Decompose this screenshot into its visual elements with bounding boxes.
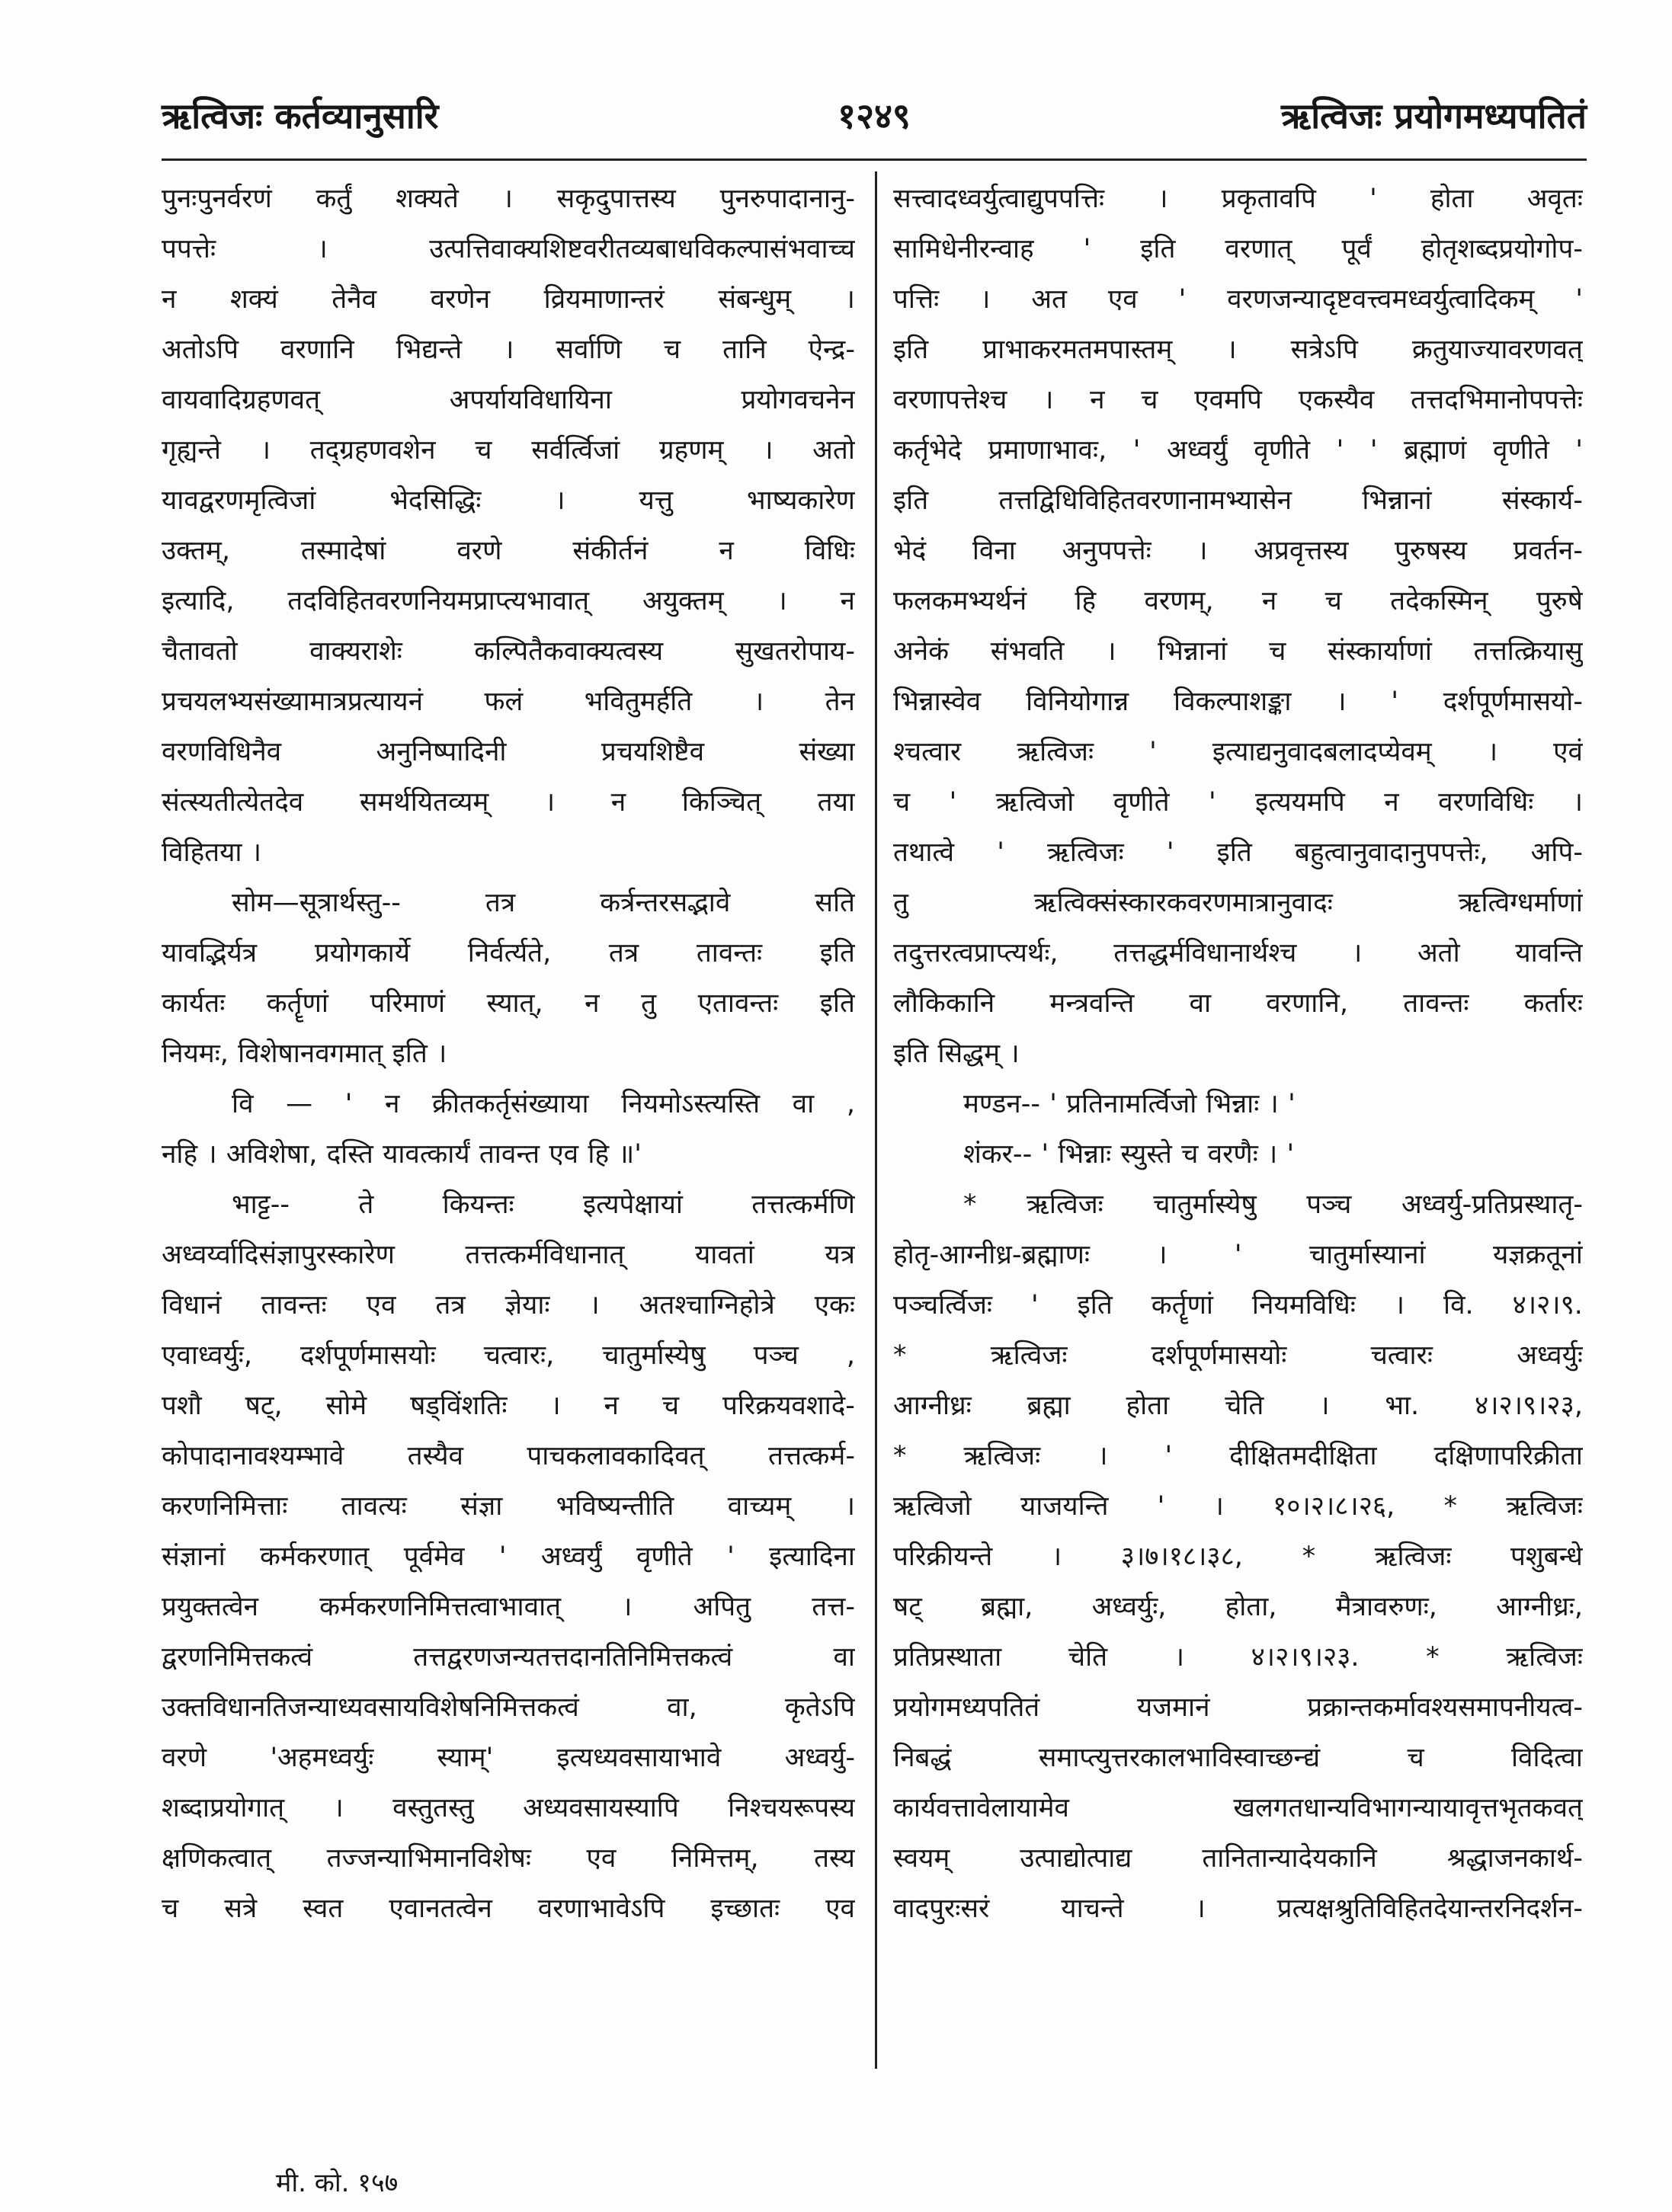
text-line: इति सिद्धम् । (893, 1039, 1020, 1069)
text-line: च सत्रे स्वत एवानतत्वेन वरणाभावेऽपि इच्छातः एव (162, 1893, 855, 1924)
text-line: भाट्ट-- ते कियन्तः इत्यपेक्षायां तत्तत्कर्मणि (232, 1189, 855, 1220)
text-line: लौकिकानि मन्त्रवन्ति वा वरणानि, तावन्तः कर्तारः (893, 988, 1583, 1019)
text-line: विधानं तावन्तः एव तत्र ज्ञेयाः । अतश्चाग्निहोत्रे एकः (162, 1290, 855, 1320)
text-line: भेदं विना अनुपपत्तेः । अप्रवृत्तस्य पुरुषस्य प्रवर्तन- (893, 536, 1583, 566)
text-line: कर्तृभेदे प्रमाणाभावः, ' अध्वर्युं वृणीते ' ' ब्रह्माणं वृणीते ' (893, 435, 1583, 466)
text-line: इति प्राभाकरमतमपास्तम् । सत्रेऽपि क्रतुयाज्यावरणवत् (893, 335, 1583, 365)
text-line: उक्तविधानतिजन्याध्यवसायविशेषनिमित्तकत्वं वा, कृतेऽपि (162, 1692, 855, 1723)
text-line: प्रयोगमध्यपतितं यजमानं प्रक्रान्तकर्मावश्यसमापनीयत्व- (893, 1692, 1583, 1723)
page-number: १२४९ (838, 95, 911, 136)
text-line: कोपादानावश्यम्भावे तस्यैव पाचकलावकादिवत् तत्तत्कर्म- (162, 1441, 855, 1471)
text-line: एवाध्वर्युः, दर्शपूर्णमासयोः चत्वारः, चातुर्मास्येषु पञ्च , (162, 1340, 855, 1371)
text-line: अतोऽपि वरणानि भिद्यन्ते । सर्वाणि च तानि ऐन्द्र- (162, 335, 855, 365)
text-line: सत्त्वादध्वर्युत्वाद्युपपत्तिः । प्रकृतावपि ' होता अवृतः (893, 184, 1583, 214)
text-line: वरणापत्तेश्च । न च एवमपि एकस्यैव तत्तदभिमानोपपत्तेः (893, 385, 1583, 415)
text-line: यावद्वरणमृत्विजां भेदसिद्धिः । यत्तु भाष्यकारेण (162, 485, 855, 516)
text-line: इत्यादि, तदविहितवरणनियमप्राप्त्यभावात् अयुक्तम् । न (162, 586, 855, 616)
text-line: नहि । अविशेषा, दस्ति यावत्कार्यं तावन्त एव हि ॥' (162, 1139, 642, 1170)
text-line: यावद्भिर्यत्र प्रयोगकार्ये निर्वर्त्यते, तत्र तावन्तः इति (162, 938, 855, 968)
text-line: स्वयम् उत्पाद्योत्पाद्य तानितान्यादेयकानि श्रद्धाजनकार्थ- (893, 1843, 1583, 1874)
text-line: वरणविधिनैव अनुनिष्पादिनी प्रचयशिष्टैव संख्या (162, 737, 855, 767)
text-line: पपत्तेः । उत्पत्तिवाक्यशिष्टवरीतव्यबाधविकल्पासंभवाच्च (162, 234, 855, 264)
column-divider (875, 171, 877, 2069)
footer-signature: मी. को. १५७ (276, 2168, 399, 2198)
text-line: संज्ञानां कर्मकरणात् पूर्वमेव ' अध्वर्युं वृणीते ' इत्यादिना (162, 1541, 855, 1572)
text-line: तदुत्तरत्वप्राप्त्यर्थः, तत्तद्धर्मविधानार्थश्च । अतो यावन्ति (893, 938, 1583, 968)
text-line: प्रतिप्रस्थाता चेति । ४।२।९।२३. * ऋत्विजः (893, 1642, 1583, 1673)
text-line: आग्नीध्रः ब्रह्मा होता चेति । भा. ४।२।९।२३, (893, 1391, 1583, 1421)
text-line: विहितया । (162, 837, 262, 868)
text-line: होतृ-आग्नीध्र-ब्रह्माणः । ' चातुर्मास्यानां यज्ञक्रतूनां (893, 1240, 1583, 1270)
text-line: तु ऋत्विक्संस्कारकवरणमात्रानुवादः ऋत्विग्धर्माणां (893, 888, 1583, 918)
text-line: वादपुरःसरं याचन्ते । प्रत्यक्षश्रुतिविहितदेयान्तरनिदर्शन- (893, 1893, 1583, 1924)
text-line: क्षणिकत्वात् तज्जन्याभिमानविशेषः एव निमित्तम्, तस्य (162, 1843, 855, 1874)
text-line: पशौ षट्, सोमे षड्विंशतिः । न च परिक्रयवशादे- (162, 1391, 855, 1421)
text-line: तथात्वे ' ऋत्विजः ' इति बहुत्वानुवादानुपपत्तेः, अपि- (893, 837, 1583, 868)
text-line: पञ्चर्त्विजः ' इति कर्तॄणां नियमविधिः । वि. ४।२।९. (893, 1290, 1583, 1320)
text-line: द्वरणनिमित्तकत्वं तत्तद्वरणजन्यतत्तदानतिनिमित्तकत्वं वा (162, 1642, 855, 1673)
text-line: मण्डन-- ' प्रतिनामर्त्विजो भिन्नाः । ' (963, 1089, 1296, 1119)
text-line: * ऋत्विजः । ' दीक्षितमदीक्षिता दक्षिणापरिक्रीता (893, 1441, 1583, 1471)
text-line: संत्स्यतीत्येतदेव समर्थयितव्यम् । न किञ्चित् तया (162, 787, 855, 818)
text-line: फलकमभ्यर्थनं हि वरणम्, न च तदेकस्मिन् पुरुषे (893, 586, 1583, 616)
text-line: ऋत्विजो याजयन्ति ' । १०।२।८।२६, * ऋत्विजः (893, 1491, 1583, 1522)
text-line: वरणे 'अहमध्वर्युः स्याम्' इत्यध्यवसायाभावे अध्वर्यु- (162, 1743, 855, 1773)
text-line: भिन्नास्वेव विनियोगान्न विकल्पाशङ्का । ' दर्शपूर्णमासयो- (893, 687, 1583, 717)
page-header (162, 91, 1587, 152)
header-rule (162, 158, 1587, 161)
header-left-keyword: ऋत्विजः कर्तव्यानुसारि (162, 95, 439, 136)
text-line: कार्यवत्तावेलायामेव खलगतधान्यविभागन्यायावृत्तभृतकवत् (893, 1793, 1583, 1823)
left-column (162, 174, 855, 1934)
text-line: शब्दाप्रयोगात् । वस्तुतस्तु अध्यवसायस्यापि निश्चयरूपस्य (162, 1793, 855, 1823)
text-line: प्रचयलभ्यसंख्यामात्रप्रत्यायनं फलं भवितुमर्हति । तेन (162, 687, 855, 717)
text-line: परिक्रीयन्ते । ३।७।१८।३८, * ऋत्विजः पशुबन्धे (893, 1541, 1583, 1572)
text-line: वायवादिग्रहणवत् अपर्यायविधायिना प्रयोगवचनेन (162, 385, 855, 415)
text-line: श्चत्वार ऋत्विजः ' इत्याद्यनुवादबलादप्येवम् । एवं (893, 737, 1583, 767)
text-line: नियमः, विशेषानवगमात् इति । (162, 1039, 447, 1069)
header-right-keyword: ऋत्विजः प्रयोगमध्यपतितं (1281, 95, 1587, 136)
text-line: पत्तिः । अत एव ' वरणजन्यादृष्टवत्त्वमध्वर्युत्वादिकम् ' (893, 284, 1583, 315)
text-line: * ऋत्विजः दर्शपूर्णमासयोः चत्वारः अध्वर्युः (893, 1340, 1583, 1371)
text-line: * ऋत्विजः चातुर्मास्येषु पञ्च अध्वर्यु-प्रतिप्रस्थातृ- (963, 1189, 1583, 1220)
text-line: इति तत्तद्विधिविहितवरणानामभ्यासेन भिन्नानां संस्कार्य- (893, 485, 1583, 516)
text-line: चैतावतो वाक्यराशेः कल्पितैकवाक्यत्वस्य सुखतरोपाय- (162, 636, 855, 667)
text-line: च ' ऋत्विजो वृणीते ' इत्ययमपि न वरणविधिः । (893, 787, 1583, 818)
text-line: निबद्धं समाप्त्युत्तरकालभाविस्वाच्छन्द्यं च विदित्वा (893, 1743, 1583, 1773)
text-line: षट् ब्रह्मा, अध्वर्युः, होता, मैत्रावरुणः, आग्नीध्रः, (893, 1592, 1583, 1622)
text-line: सोम—सूत्रार्थस्तु-- तत्र कर्त्रन्तरसद्भावे सति (232, 888, 855, 918)
text-line: उक्तम्, तस्मादेषां वरणे संकीर्तनं न विधिः (162, 536, 855, 566)
text-line: वि — ' न क्रीतकर्तृसंख्याया नियमोऽस्त्यस्ति वा , (232, 1089, 855, 1119)
text-line: पुनःपुनर्वरणं कर्तुं शक्यते । सकृदुपात्तस्य पुनरुपादानानु- (162, 184, 855, 214)
text-line: अनेकं संभवति । भिन्नानां च संस्कार्याणां तत्तत्क्रियासु (893, 636, 1583, 667)
text-line: सामिधेनीरन्वाह ' इति वरणात् पूर्वं होतृशब्दप्रयोगोप- (893, 234, 1583, 264)
text-line: करणनिमित्ताः तावत्यः संज्ञा भविष्यन्तीति वाच्यम् । (162, 1491, 855, 1522)
text-line: अध्वर्य्वादिसंज्ञापुरस्कारेण तत्तत्कर्मविधानात् यावतां यत्र (162, 1240, 855, 1270)
right-column (893, 174, 1583, 1934)
text-line: गृह्यन्ते । तद्ग्रहणवशेन च सर्वर्त्विजां ग्रहणम् । अतो (162, 435, 855, 466)
text-line: प्रयुक्तत्वेन कर्मकरणनिमित्तत्वाभावात् । अपितु तत्त- (162, 1592, 855, 1622)
text-line: कार्यतः कर्तॄणां परिमाणं स्यात्, न तु एतावन्तः इति (162, 988, 855, 1019)
text-line: न शक्यं तेनैव वरणेन व्रियमाणान्तरं संबन्धुम् । (162, 284, 855, 315)
text-line: शंकर-- ' भिन्नाः स्युस्ते च वरणैः । ' (963, 1139, 1295, 1170)
